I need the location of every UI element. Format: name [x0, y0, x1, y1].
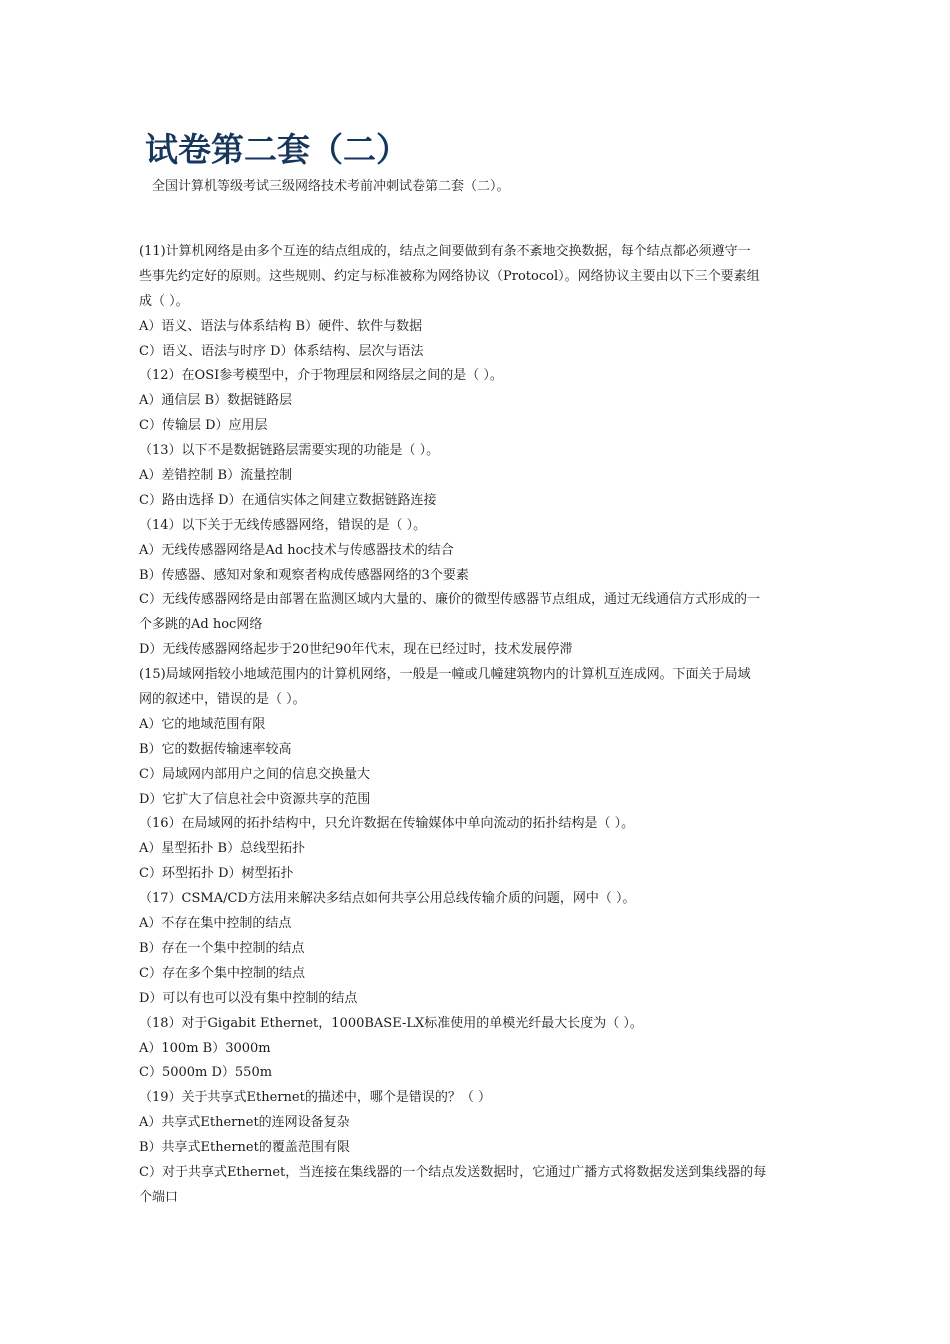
- text-line: B）共享式Ethernet的覆盖范围有限: [139, 1140, 350, 1156]
- text-line: A）共享式Ethernet的连网设备复杂: [139, 1115, 350, 1131]
- text-line: B）它的数据传输速率较高: [139, 741, 292, 757]
- text-line: （14）以下关于无线传感器网络，错误的是（ ）。: [139, 517, 427, 533]
- page-title: 试卷第二套（二）: [145, 130, 409, 169]
- text-line: A）它的地域范围有限: [139, 716, 266, 732]
- text-line: C）传输层 D）应用层: [139, 418, 268, 434]
- text-line: C）存在多个集中控制的结点: [139, 965, 305, 981]
- text-line: A）星型拓扑 B）总线型拓扑: [139, 841, 306, 857]
- page-subtitle: 全国计算机等级考试三级网络技术考前冲刺试卷第二套（二）。: [152, 179, 510, 194]
- text-line: D）无线传感器网络起步于20世纪90年代末，现在已经过时，技术发展停滞: [139, 642, 573, 658]
- text-line: C）语义、语法与时序 D）体系结构、层次与语法: [139, 343, 424, 359]
- text-line: （13）以下不是数据链路层需要实现的功能是（ ）。: [139, 443, 440, 459]
- text-line: 个多跳的Ad hoc网络: [139, 617, 263, 633]
- text-line: （18）对于Gigabit Ethernet，1000BASE-LX标准使用的单模光纤最大长度为（ ）。: [139, 1015, 643, 1031]
- text-line: （19）关于共享式Ethernet的描述中，哪个是错误的？（ ）: [139, 1090, 491, 1106]
- text-line: (11)计算机网络是由多个互连的结点组成的，结点之间要做到有条不紊地交换数据，每个结点都必须遵守一: [139, 244, 751, 259]
- question-list: [139, 240, 819, 1211]
- text-line: B）传感器、感知对象和观察者构成传感器网络的3个要素: [139, 567, 469, 583]
- text-line: C）路由选择 D）在通信实体之间建立数据链路连接: [139, 492, 437, 508]
- text-line: C）环型拓扑 D）树型拓扑: [139, 866, 294, 882]
- text-line: A）100m B）3000m: [139, 1040, 271, 1056]
- text-line: （16）在局域网的拓扑结构中，只允许数据在传输媒体中单向流动的拓扑结构是（ ）。: [139, 816, 635, 832]
- text-line: (15)局域网指较小地域范围内的计算机网络，一般是一幢或几幢建筑物内的计算机互连成网。下面关于局域: [139, 667, 751, 683]
- text-line: C）局域网内部用户之间的信息交换量大: [139, 766, 370, 782]
- text-line: C）无线传感器网络是由部署在监测区域内大量的、廉价的微型传感器节点组成，通过无线通信方式形成的一: [139, 592, 760, 608]
- text-line: A）通信层 B）数据链路层: [139, 393, 293, 409]
- text-line: （17）CSMA/CD方法用来解决多结点如何共享公用总线传输介质的问题，网中（ ）。: [139, 891, 636, 907]
- text-line: A）语义、语法与体系结构 B）硬件、软件与数据: [139, 318, 423, 334]
- text-line: 网的叙述中，错误的是（ ）。: [139, 692, 306, 708]
- text-line: A）不存在集中控制的结点: [139, 916, 292, 932]
- text-line: D）它扩大了信息社会中资源共享的范围: [139, 791, 371, 807]
- text-line: D）可以有也可以没有集中控制的结点: [139, 990, 358, 1006]
- text-line: C）5000m D）550m: [139, 1065, 273, 1081]
- text-line: B）存在一个集中控制的结点: [139, 940, 305, 956]
- text-line: A）差错控制 B）流量控制: [139, 468, 293, 484]
- text-line: 个端口: [139, 1189, 179, 1205]
- text-line: （12）在OSI参考模型中，介于物理层和网络层之间的是（ ）。: [139, 368, 503, 384]
- text-line: C）对于共享式Ethernet，当连接在集线器的一个结点发送数据时，它通过广播方式将数据发送到集线器的每: [139, 1164, 767, 1180]
- text-line: 成（ ）。: [139, 293, 189, 309]
- text-line: A）无线传感器网络是Ad hoc技术与传感器技术的结合: [139, 542, 454, 558]
- text-line: 些事先约定好的原则。这些规则、约定与标准被称为网络协议（Protocol）。网络协议主要由以下三个要素组: [139, 268, 760, 284]
